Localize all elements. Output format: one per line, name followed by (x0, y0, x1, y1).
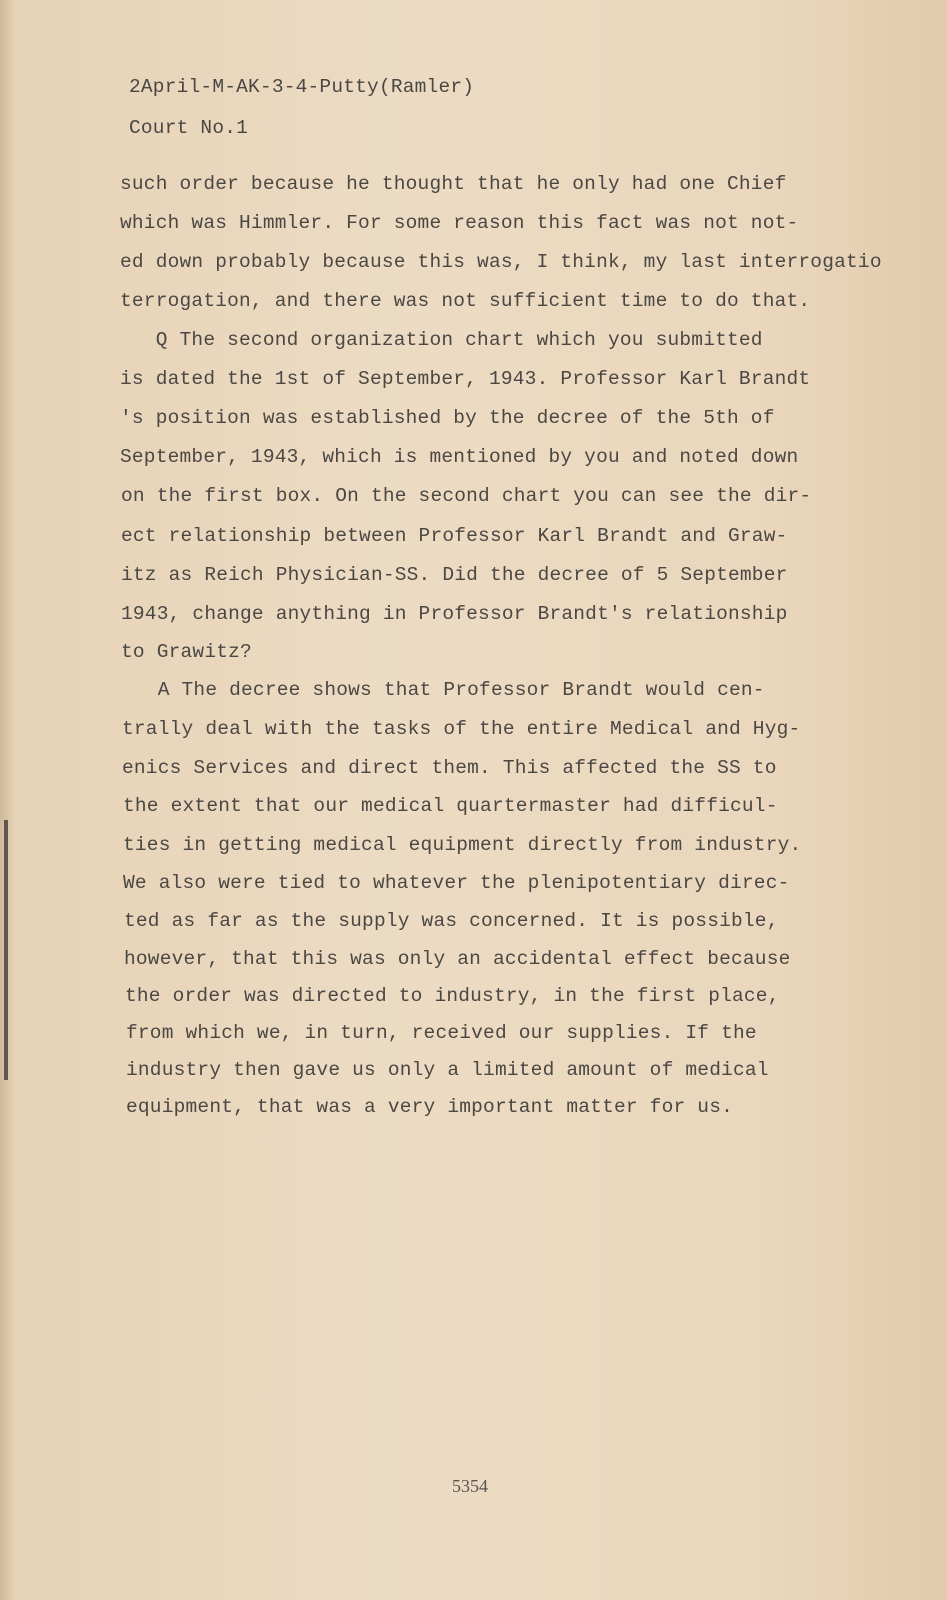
body-line: however, that this was only an accidental effect because (124, 948, 791, 970)
court-label: Court No.1 (129, 117, 249, 139)
document-reference: 2April-M-AK-3-4-Putty(Ramler) (129, 76, 475, 98)
body-line: Q The second organization chart which you submitted (120, 329, 763, 351)
body-line: A The decree shows that Professor Brandt would cen- (122, 679, 765, 701)
body-line: the order was directed to industry, in the first place, (125, 985, 780, 1007)
body-line: which was Himmler. For some reason this fact was not not- (120, 212, 799, 234)
body-line: ed down probably because this was, I think, my last interrogatio (120, 251, 882, 273)
body-line: industry then gave us only a limited amount of medical (126, 1059, 769, 1081)
body-line: ted as far as the supply was concerned. It is possible, (124, 910, 779, 932)
body-line: ties in getting medical equipment directly from industry. (123, 834, 802, 856)
paper-left-edge (0, 0, 14, 1600)
body-line: 's position was established by the decree of the 5th of (120, 407, 775, 429)
body-line: to Grawitz? (121, 641, 252, 663)
page-number: 5354 (452, 1476, 488, 1496)
body-line: itz as Reich Physician-SS. Did the decree of 5 September (121, 564, 788, 586)
body-line: equipment, that was a very important matter for us. (126, 1096, 733, 1118)
body-line: such order because he thought that he only had one Chief (120, 173, 787, 195)
body-line: We also were tied to whatever the plenipotentiary direc- (123, 872, 790, 894)
body-line: trally deal with the tasks of the entire Medical and Hyg- (122, 718, 801, 740)
body-line: the extent that our medical quartermaster had difficul- (123, 795, 778, 817)
body-line: 1943, change anything in Professor Brandt's relationship (121, 603, 788, 625)
body-line: on the first box. On the second chart you can see the dir- (121, 485, 812, 507)
paper-tear-mark (4, 820, 8, 1080)
body-line: terrogation, and there was not sufficient time to do that. (120, 290, 811, 312)
body-line: ect relationship between Professor Karl Brandt and Graw- (121, 525, 788, 547)
body-line: enics Services and direct them. This affected the SS to (122, 757, 777, 779)
body-line: September, 1943, which is mentioned by you and noted down (120, 446, 799, 468)
body-line: is dated the 1st of September, 1943. Professor Karl Brandt (120, 368, 811, 390)
body-line: from which we, in turn, received our supplies. If the (126, 1022, 757, 1044)
